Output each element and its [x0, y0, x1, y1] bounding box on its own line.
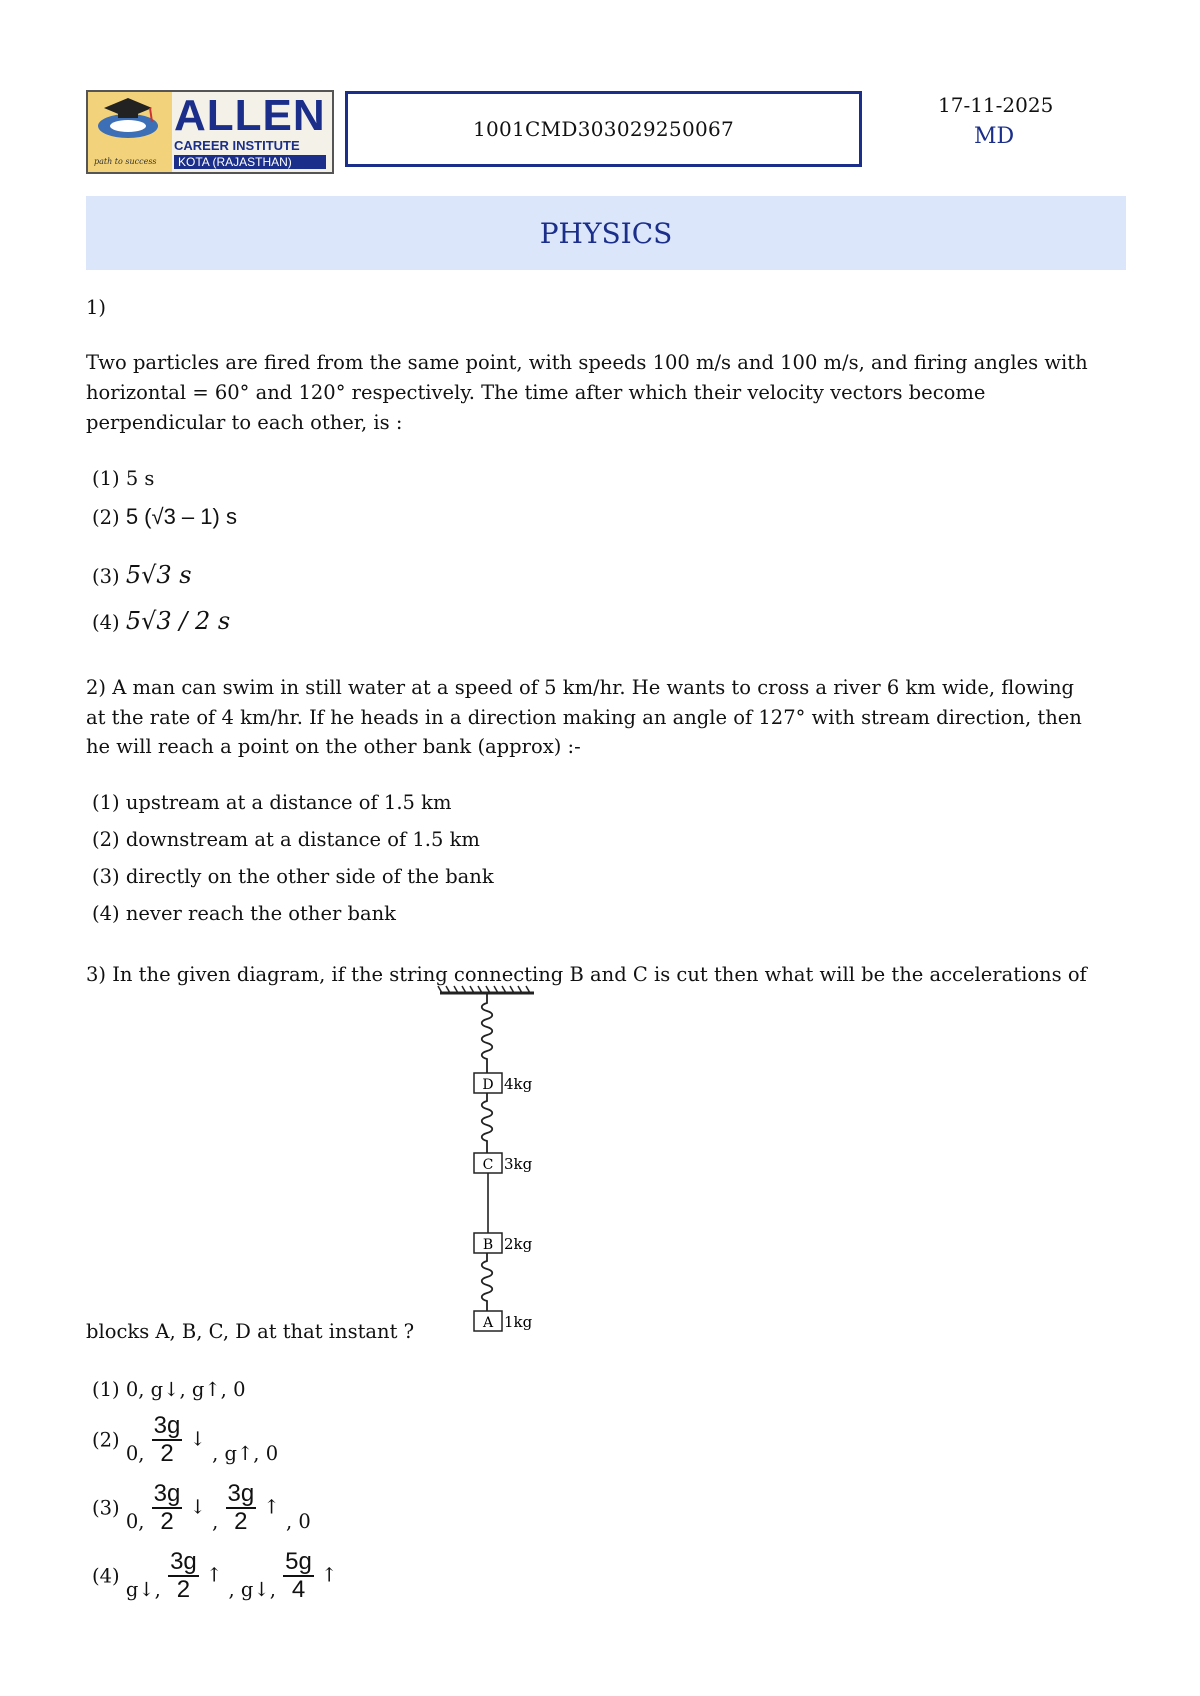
fraction-denominator: 2 [160, 1508, 174, 1535]
option-separator: , g↓, [228, 1577, 276, 1601]
option-label: (4) [92, 902, 120, 925]
block-a-mass: 1kg [504, 1313, 533, 1331]
q1-option-4[interactable] [92, 607, 230, 635]
question-2-line: at the rate of 4 km/hr. If he heads in a direction making an angle of 127° with stream direction, then [86, 705, 1082, 729]
question-1-number: 1) [86, 296, 107, 319]
subject-title: PHYSICS [539, 216, 673, 250]
option-label: (1) [92, 467, 120, 490]
option-prefix: 0, [125, 1509, 145, 1533]
option-label: (1) [92, 791, 120, 814]
option-text: directly on the other side of the bank [125, 865, 494, 888]
fraction-numerator: 3g [153, 1480, 181, 1507]
fraction [168, 1549, 199, 1603]
block-c-mass: 3kg [504, 1155, 533, 1173]
fraction-numerator: 3g [153, 1412, 181, 1439]
q2-option-4[interactable] [92, 902, 396, 925]
block-b-mass: 2kg [504, 1235, 533, 1253]
graduation-cap-icon [88, 92, 172, 172]
block-a-label: A [482, 1315, 494, 1331]
option-text: downstream at a distance of 1.5 km [125, 828, 480, 851]
q3-option-2[interactable] [92, 1413, 278, 1467]
block-c-label: C [482, 1157, 494, 1173]
option-prefix: 0, [125, 1441, 145, 1465]
logo-tagline: path to success [94, 157, 157, 166]
option-label: (4) [92, 1564, 120, 1588]
fraction-denominator: 2 [234, 1508, 248, 1535]
fraction [226, 1481, 257, 1535]
option-text: 5 (√3 – 1) s [125, 504, 237, 529]
fraction [152, 1481, 183, 1535]
allen-logo [86, 90, 334, 174]
block-b-label: B [482, 1237, 494, 1253]
spring-middle [482, 1093, 493, 1153]
option-label: (3) [92, 865, 120, 888]
option-text: 5√3 s [125, 561, 192, 589]
arrow-up-icon: ↑ [321, 1563, 338, 1587]
spring-top [482, 993, 493, 1073]
block-d-label: D [482, 1077, 494, 1093]
fraction-numerator: 3g [170, 1548, 197, 1575]
paper-code-box [345, 91, 862, 167]
option-label: (2) [92, 506, 120, 529]
option-label: (2) [92, 828, 120, 851]
q3-option-1[interactable] [92, 1378, 245, 1401]
logo-line2: KOTA (RAJASTHAN) [174, 155, 326, 169]
fraction-denominator: 2 [176, 1576, 191, 1603]
option-text: 5 s [125, 467, 155, 490]
q3-option-3[interactable] [92, 1481, 311, 1535]
spring-bottom [482, 1253, 493, 1311]
arrow-up-icon: ↑ [205, 1563, 223, 1587]
option-suffix: , g↑, 0 [212, 1441, 279, 1465]
fraction-numerator: 3g [227, 1480, 255, 1507]
option-text: never reach the other bank [125, 902, 396, 925]
option-label: (4) [92, 611, 120, 634]
logo-text [172, 92, 332, 173]
logo-line1: CAREER INSTITUTE [174, 137, 300, 153]
q2-option-3[interactable] [92, 865, 494, 888]
question-1-line: Two particles are fired from the same point, with speeds 100 m/s and 100 m/s, and firing angles with [86, 351, 1088, 374]
question-1-text [86, 348, 1136, 438]
question-3-text: 3) In the given diagram, if the string connecting B and C is cut then what will be the accelerations of [86, 963, 1087, 986]
option-suffix: , 0 [285, 1509, 311, 1533]
option-prefix: g↓, [125, 1577, 161, 1601]
fraction-denominator: 2 [160, 1440, 174, 1467]
question-2-line: he will reach a point on the other bank (approx) :- [86, 735, 581, 758]
option-label: (1) [92, 1378, 120, 1401]
question-3-text-end: blocks A, B, C, D at that instant ? [86, 1320, 415, 1343]
option-label: (3) [92, 1496, 120, 1520]
q1-option-3[interactable] [92, 561, 192, 589]
q2-option-1[interactable] [92, 791, 451, 814]
option-text: 5√3 / 2 s [125, 607, 231, 635]
logo-name: ALLEN [174, 90, 326, 140]
question-1-line: perpendicular to each other, is : [86, 411, 403, 434]
fraction-numerator: 5g [285, 1548, 312, 1575]
arrow-down-icon: ↓ [189, 1427, 206, 1451]
question-1-line: horizontal = 60° and 120° respectively. The time after which their velocity vectors become [86, 381, 986, 404]
option-label: (3) [92, 565, 120, 588]
spring-block-diagram [430, 985, 550, 1335]
fraction [152, 1413, 183, 1467]
option-text: 0, g↓, g↑, 0 [125, 1378, 246, 1401]
arrow-down-icon: ↓ [189, 1495, 206, 1519]
question-2-line: 2) A man can swim in still water at a speed of 5 km/hr. He wants to cross a river 6 km wide, flowing [86, 676, 1075, 699]
option-text: upstream at a distance of 1.5 km [125, 791, 452, 814]
paper-code: 1001CMD303029250067 [472, 117, 735, 141]
fraction-denominator: 4 [291, 1576, 306, 1603]
subject-banner [86, 196, 1126, 270]
block-d-mass: 4kg [504, 1075, 533, 1093]
fraction [283, 1549, 314, 1603]
q1-option-2[interactable] [92, 504, 237, 530]
batch-code: MD [974, 124, 1015, 149]
q2-option-2[interactable] [92, 828, 480, 851]
option-label: (2) [92, 1428, 120, 1452]
exam-date: 17-11-2025 [938, 93, 1054, 117]
question-2-text [86, 673, 1136, 762]
q3-option-4[interactable] [92, 1549, 337, 1603]
option-separator: , [212, 1509, 219, 1533]
q1-option-1[interactable] [92, 467, 154, 490]
arrow-up-icon: ↑ [263, 1495, 280, 1519]
